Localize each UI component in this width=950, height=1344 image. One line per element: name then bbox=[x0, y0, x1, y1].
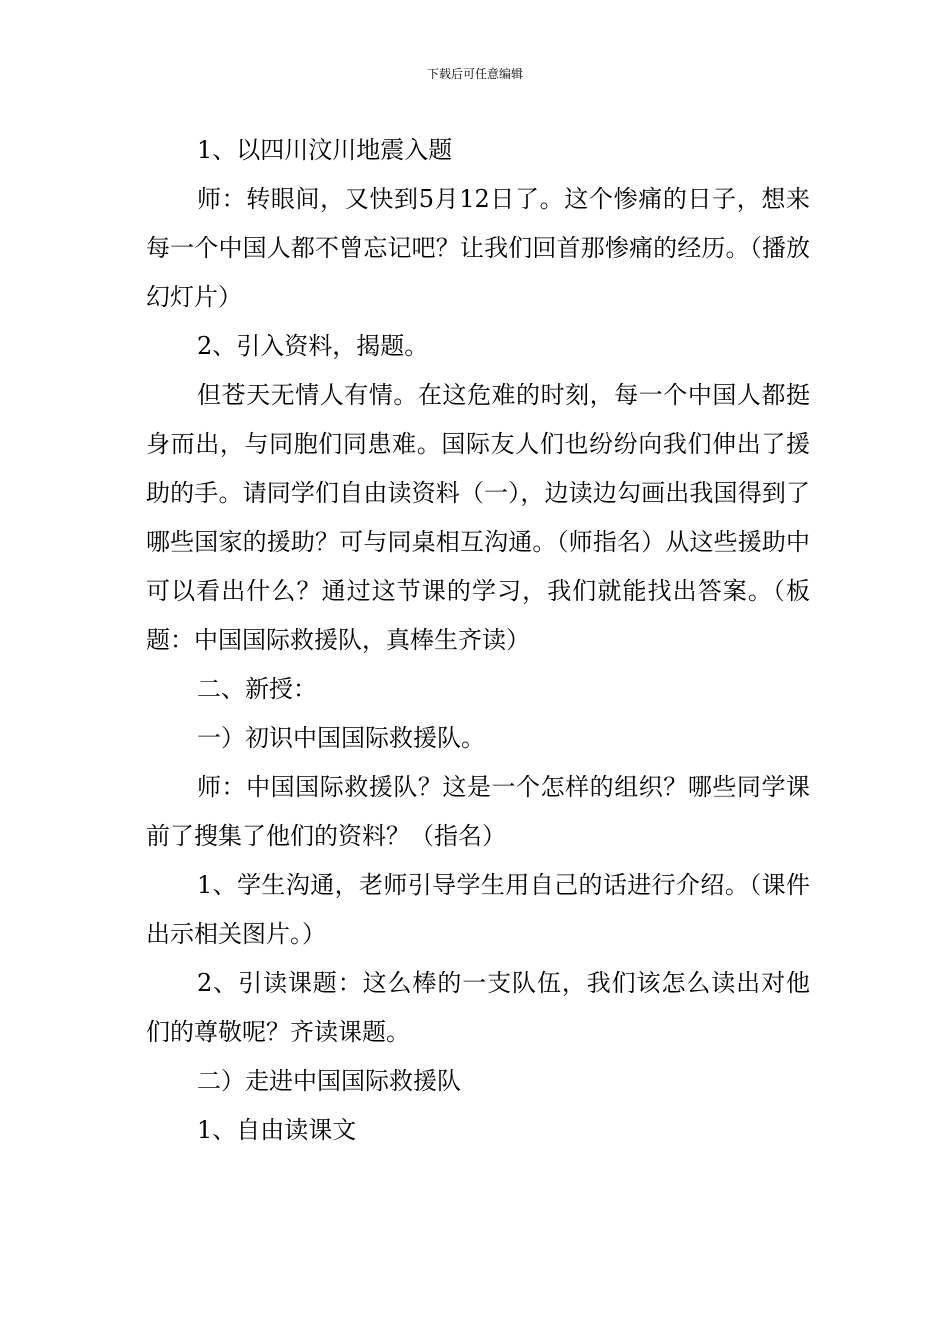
paragraph-read-title: 2、引读课题：这么棒的一支队伍，我们该怎么读出对他们的尊敬呢？齐读课题。 bbox=[146, 969, 810, 1046]
section-heading-new-lesson: 二、新授： bbox=[197, 675, 317, 703]
paragraph-international-aid: 但苍天无情人有情。在这危难的时刻，每一个中国人都挺身而出，与同胞们同患难。国际友人们也纷纷向我们伸出了援助的手。请同学们自由读资料（一），边读边勾画出我国得到了哪些国家的援助？可与同桌相互沟通。（师指名）从这些援助中可以看出什么？通过这节课的学习，我们就能找出答案。（板题：中国国际救援队，真棒生齐读） bbox=[146, 381, 810, 654]
paragraph-student-communication: 1、学生沟通，老师引导学生用自己的话进行介绍。（课件出示相关图片。） bbox=[146, 871, 810, 948]
paragraph-teacher-question: 师：中国国际救援队？这是一个怎样的组织？哪些同学课前了搜集了他们的资料？（指名） bbox=[146, 773, 810, 850]
page-header: 下载后可任意编辑 bbox=[426, 67, 523, 81]
paragraph-earthquake-intro: 1、以四川汶川地震入题 bbox=[197, 136, 453, 164]
paragraph-teacher-opening: 师：转眼间，又快到5月12日了。这个惨痛的日子，想来每一个中国人都不曾忘记吧？让我们回首那惨痛的经历。（播放幻灯片） bbox=[146, 185, 810, 311]
document-body bbox=[146, 126, 810, 1155]
paragraph-introduce-materials: 2、引入资料，揭题。 bbox=[197, 332, 429, 360]
subsection-heading-first-look: 一）初识中国国际救援队。 bbox=[197, 724, 485, 752]
paragraph-free-reading: 1、自由读课文 bbox=[197, 1116, 357, 1144]
subsection-heading-enter-team: 二）走进中国国际救援队 bbox=[197, 1067, 461, 1095]
